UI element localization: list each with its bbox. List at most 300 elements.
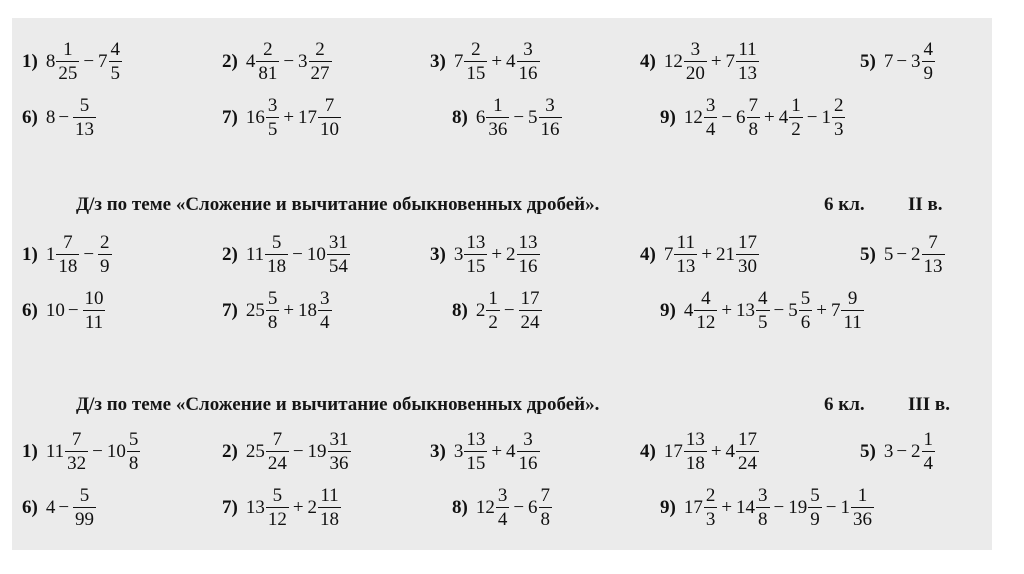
numerator: 11 [320,485,339,506]
heading-topic: Д/з по теме «Сложение и вычитание обыкновенных дробей». [76,394,600,415]
problem-item [222,233,351,276]
denominator: 15 [466,256,486,277]
whole-number: 4 [725,440,736,462]
numerator: 7 [272,429,283,450]
fraction [266,430,289,473]
problem-number: 5) [860,440,876,462]
whole-number: 4 [506,440,516,462]
fraction [318,289,332,332]
fraction [519,289,542,332]
operator: − [773,299,785,321]
fraction [704,486,718,529]
problem-item [640,233,760,276]
fraction [73,486,96,529]
fraction [266,486,289,529]
operator: − [83,243,95,265]
fraction [799,289,813,332]
whole-number: 4 [506,50,516,72]
denominator: 2 [791,119,801,140]
fraction [808,486,822,529]
problem-number: 8) [452,106,468,128]
numerator: 1 [923,429,934,450]
numerator: 3 [267,95,278,116]
numerator: 7 [63,232,73,253]
operator: + [710,50,722,72]
denominator: 36 [329,453,349,474]
denominator: 27 [310,63,330,84]
whole-number: 4 [45,496,56,518]
operator: + [283,106,295,128]
numerator: 2 [471,39,481,60]
problem-number: 5) [860,50,876,72]
fraction [266,96,280,139]
numerator: 1 [791,95,801,116]
whole-number: 2 [911,440,921,462]
denominator: 16 [518,453,538,474]
denominator: 9 [810,509,820,530]
problem-number: 8) [452,496,468,518]
operator: − [292,440,304,462]
denominator: 4 [497,509,508,530]
whole-number: 12 [683,106,703,128]
fraction [318,96,341,139]
whole-number: 4 [245,50,256,72]
numerator: 3 [523,39,533,60]
denominator: 18 [320,509,340,530]
whole-number: 3 [298,50,308,72]
whole-number: 17 [683,496,703,518]
whole-number: 2 [475,299,486,321]
denominator: 15 [466,453,486,474]
fraction [539,486,553,529]
denominator: 81 [258,63,278,84]
fraction [56,233,79,276]
problem-item [860,430,936,473]
whole-number: 8 [45,106,56,128]
numerator: 3 [497,485,508,506]
whole-number: 5 [528,106,538,128]
denominator: 5 [110,63,121,84]
problem-item [222,289,333,332]
whole-number: 11 [245,243,265,265]
fraction [496,486,510,529]
denominator: 9 [100,256,110,277]
problem-number: 3) [430,50,446,72]
numerator: 2 [833,95,844,116]
fraction [851,486,874,529]
whole-number: 25 [245,440,265,462]
whole-number: 17 [663,440,683,462]
operator: − [806,106,818,128]
denominator: 25 [58,63,78,84]
whole-number: 2 [911,243,921,265]
whole-number: 2 [307,496,318,518]
numerator: 7 [928,232,938,253]
problem-number: 3) [430,243,446,265]
whole-number: 6 [528,496,538,518]
problem-item [22,486,97,529]
numerator: 17 [738,429,758,450]
whole-number: 3 [883,440,894,462]
problem-item [22,40,123,83]
denominator: 8 [540,509,551,530]
numerator: 5 [128,429,139,450]
whole-number: 1 [45,243,56,265]
numerator: 5 [271,232,282,253]
denominator: 13 [676,256,696,277]
denominator: 5 [267,119,278,140]
numerator: 11 [738,39,757,60]
numerator: 5 [79,95,90,116]
whole-number: 10 [45,299,65,321]
operator: − [292,243,303,265]
numerator: 3 [545,95,555,116]
fraction [832,96,846,139]
problem-number: 9) [660,299,676,321]
fraction [328,430,351,473]
fraction [684,430,707,473]
operator: + [283,299,295,321]
denominator: 4 [705,119,716,140]
whole-number: 5 [788,299,798,321]
whole-number: 19 [307,440,327,462]
denominator: 36 [488,119,508,140]
whole-number: 4 [683,299,694,321]
fraction [56,40,79,83]
fraction [674,233,697,276]
fraction [517,40,540,83]
numerator: 10 [84,288,104,309]
problem-number: 4) [640,243,656,265]
problem-number: 7) [222,496,238,518]
problem-item [430,430,541,473]
heading-grade: 6 кл. [824,394,865,415]
whole-number: 7 [830,299,841,321]
denominator: 9 [923,63,934,84]
whole-number: 18 [298,299,318,321]
numerator: 7 [324,95,335,116]
fraction [756,289,770,332]
problem-item [22,289,107,332]
whole-number: 8 [45,50,56,72]
denominator: 18 [58,256,78,277]
fraction [922,430,936,473]
fraction [539,96,562,139]
fraction [327,233,350,276]
operator: − [896,440,908,462]
denominator: 24 [267,453,287,474]
fraction [265,233,288,276]
fraction [747,96,761,139]
problem-number: 8) [452,299,468,321]
problem-item [222,430,352,473]
denominator: 5 [758,312,768,333]
fraction [464,430,487,473]
fraction [65,430,88,473]
numerator: 17 [738,232,758,253]
numerator: 2 [263,39,273,60]
denominator: 2 [488,312,498,333]
worksheet-page [12,18,992,550]
fraction [789,96,803,139]
denominator: 16 [518,63,538,84]
problem-number: 7) [222,299,238,321]
denominator: 13 [923,256,943,277]
fraction [704,96,718,139]
denominator: 4 [923,453,934,474]
denominator: 24 [520,312,540,333]
problem-item [22,96,97,139]
heading-grade: 6 кл. [824,194,865,215]
operator: − [896,50,908,72]
whole-number: 13 [736,299,756,321]
fraction [756,486,770,529]
denominator: 24 [738,453,758,474]
problem-item [452,289,543,332]
denominator: 18 [685,453,705,474]
fraction [127,430,141,473]
numerator: 5 [272,485,283,506]
whole-number: 12 [663,50,683,72]
heading-variant: III в. [908,394,950,415]
fraction [266,289,280,332]
whole-number: 14 [736,496,756,518]
numerator: 13 [466,429,486,450]
denominator: 15 [466,63,486,84]
operator: + [491,243,503,265]
numerator: 3 [705,95,716,116]
denominator: 3 [833,119,844,140]
denominator: 13 [75,119,95,140]
denominator: 36 [852,509,872,530]
operator: − [773,496,785,518]
numerator: 1 [857,485,868,506]
fraction [694,289,717,332]
operator: − [825,496,837,518]
fraction [464,40,487,83]
problem-item [640,430,760,473]
operator: + [764,106,775,128]
numerator: 11 [676,232,695,253]
problem-number: 2) [222,50,238,72]
problem-item [660,486,875,529]
whole-number: 1 [840,496,850,518]
operator: + [292,496,304,518]
operator: − [83,50,95,72]
problem-item [860,40,936,83]
operator: + [721,299,733,321]
problem-number: 2) [222,243,238,265]
problem-item [860,233,946,276]
fraction [517,233,540,276]
problem-number: 1) [22,50,38,72]
problem-item [22,233,113,276]
problem-item [430,40,541,83]
problem-number: 9) [660,106,676,128]
operator: − [283,50,295,72]
numerator: 1 [63,39,73,60]
denominator: 13 [738,63,758,84]
whole-number: 16 [245,106,265,128]
numerator: 17 [520,288,540,309]
numerator: 9 [847,288,858,309]
fraction [73,96,96,139]
numerator: 5 [810,485,820,506]
problem-number: 3) [430,440,446,462]
whole-number: 19 [788,496,808,518]
operator: − [58,106,70,128]
whole-number: 13 [245,496,265,518]
numerator: 5 [800,288,811,309]
whole-number: 17 [298,106,318,128]
numerator: 4 [110,39,121,60]
problem-number: 6) [22,496,38,518]
whole-number: 5 [883,243,894,265]
operator: − [513,496,525,518]
whole-number: 21 [716,243,736,265]
problem-number: 1) [22,243,38,265]
operator: + [701,243,713,265]
problem-item [660,289,865,332]
denominator: 6 [800,312,811,333]
fraction [922,233,945,276]
whole-number: 3 [453,243,464,265]
numerator: 3 [758,485,768,506]
whole-number: 25 [245,299,265,321]
fraction [922,40,936,83]
operator: + [816,299,827,321]
operator: + [721,496,733,518]
fraction [256,40,279,83]
whole-number: 7 [663,243,674,265]
whole-number: 7 [98,50,108,72]
whole-number: 7 [883,50,894,72]
fraction [309,40,332,83]
whole-number: 12 [475,496,495,518]
problem-item [222,96,342,139]
problem-number: 6) [22,299,38,321]
problem-item [452,96,563,139]
denominator: 32 [67,453,87,474]
denominator: 12 [696,312,716,333]
denominator: 11 [84,312,104,333]
fraction [736,430,759,473]
numerator: 7 [71,429,82,450]
fraction [486,96,509,139]
problem-item [430,233,541,276]
fraction [517,430,540,473]
whole-number: 10 [306,243,326,265]
problem-item [640,40,760,83]
heading-topic: Д/з по теме «Сложение и вычитание обыкновенных дробей». [76,194,600,215]
whole-number: 7 [725,50,736,72]
denominator: 8 [758,509,768,530]
numerator: 3 [523,429,533,450]
numerator: 1 [493,95,503,116]
fraction [318,486,341,529]
operator: − [513,106,525,128]
denominator: 8 [748,119,759,140]
operator: + [491,440,503,462]
numerator: 3 [690,39,701,60]
whole-number: 3 [453,440,464,462]
whole-number: 4 [778,106,789,128]
whole-number: 6 [475,106,486,128]
whole-number: 10 [106,440,126,462]
operator: − [58,496,70,518]
fraction [98,233,112,276]
whole-number: 11 [45,440,65,462]
fraction [736,233,759,276]
fraction [841,289,863,332]
denominator: 99 [75,509,95,530]
denominator: 54 [328,256,348,277]
problem-number: 2) [222,440,238,462]
numerator: 5 [267,288,278,309]
operator: − [721,106,733,128]
denominator: 18 [267,256,287,277]
whole-number: 3 [911,50,921,72]
problem-number: 5) [860,243,876,265]
denominator: 4 [320,312,330,333]
fraction [684,40,707,83]
fraction [109,40,123,83]
numerator: 13 [685,429,705,450]
denominator: 11 [843,312,862,333]
problem-item [22,430,141,473]
numerator: 2 [100,232,110,253]
denominator: 3 [705,509,716,530]
fraction [83,289,106,332]
operator: − [503,299,515,321]
numerator: 4 [701,288,711,309]
numerator: 4 [923,39,934,60]
problem-number: 7) [222,106,238,128]
denominator: 8 [128,453,139,474]
whole-number: 1 [821,106,831,128]
denominator: 16 [540,119,560,140]
fraction [486,289,500,332]
numerator: 2 [315,39,325,60]
numerator: 31 [329,429,349,450]
numerator: 5 [79,485,90,506]
denominator: 8 [267,312,278,333]
fraction [736,40,759,83]
numerator: 4 [758,288,768,309]
denominator: 10 [320,119,340,140]
problem-number: 6) [22,106,38,128]
numerator: 7 [748,95,759,116]
whole-number: 7 [453,50,464,72]
problem-number: 4) [640,50,656,72]
denominator: 12 [267,509,287,530]
operator: − [896,243,908,265]
fraction [464,233,487,276]
numerator: 2 [705,485,716,506]
operator: + [491,50,503,72]
whole-number: 2 [506,243,516,265]
numerator: 3 [320,288,330,309]
numerator: 13 [466,232,486,253]
operator: − [92,440,103,462]
whole-number: 6 [736,106,746,128]
numerator: 1 [488,288,498,309]
problem-number: 1) [22,440,38,462]
problem-number: 9) [660,496,676,518]
denominator: 16 [518,256,538,277]
problem-item [222,486,342,529]
problem-number: 4) [640,440,656,462]
